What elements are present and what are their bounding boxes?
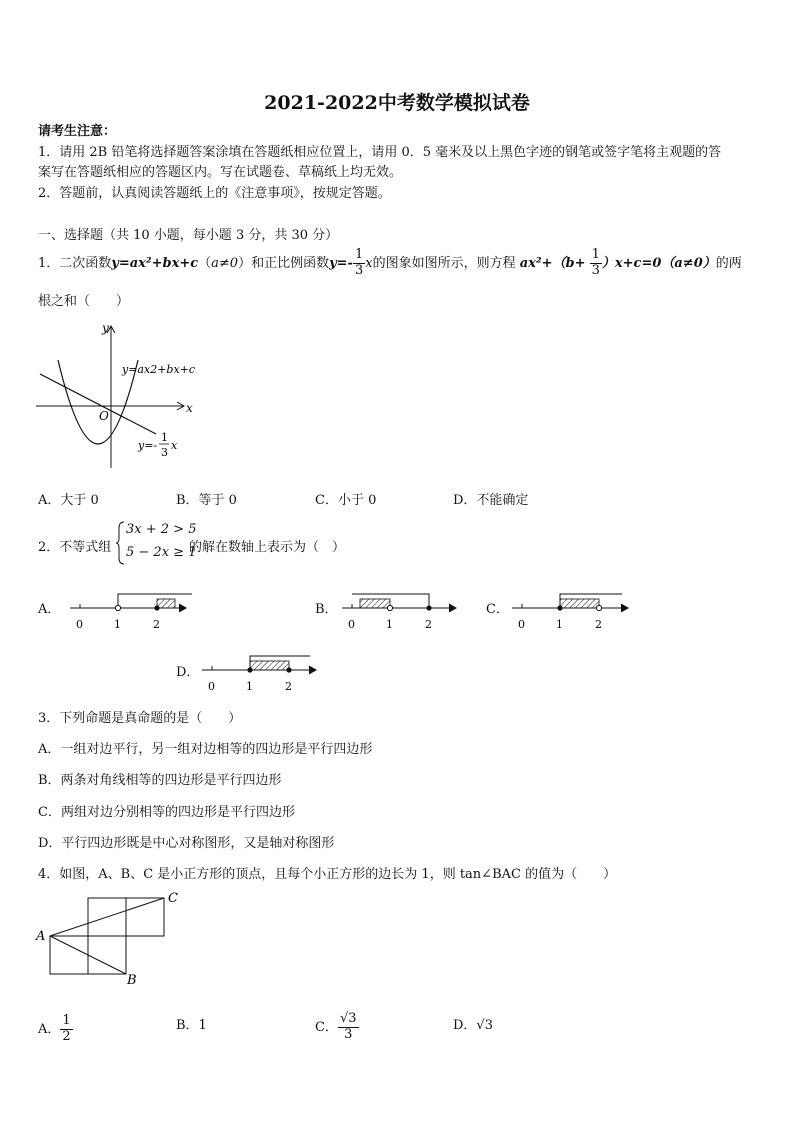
q4-grid-figure (32, 888, 192, 988)
tick-label: 1 (386, 618, 393, 631)
notice-item2: 2．答题前，认真阅读答题纸上的《注意事项》，按规定答题。 (38, 186, 391, 201)
q4-stem: 4．如图，A、B、C 是小正方形的顶点，且每个小正方形的边长为 1，则 tan∠BAC 的值为（ ） (38, 867, 617, 882)
q2-numberline-b[interactable] (338, 590, 468, 634)
q3-option-d[interactable]: D．平行四边形既是中心对称图形，又是轴对称图形 (38, 836, 335, 851)
frac-num: 1 (62, 1013, 71, 1028)
q4-option-c-fraction (338, 1012, 359, 1043)
q3-option-b[interactable]: B．两条对角线相等的四边形是平行四边形 (38, 773, 282, 788)
arrow-icon (621, 604, 628, 612)
line-label-num: 1 (161, 431, 168, 444)
q2-option-a-letter[interactable]: A． (38, 602, 61, 617)
tick-label: 0 (518, 618, 525, 631)
tick-label: 2 (153, 618, 160, 631)
q1-equation-rest: ）x+c=0（a≠0） (601, 255, 716, 271)
q1-cond: a≠0 (211, 255, 239, 271)
q4-option-c-letter: C． (315, 1019, 338, 1035)
q1-frac2-num: 1 (591, 247, 600, 262)
point-b-label: B (127, 973, 137, 988)
q1-text: （ (198, 255, 212, 271)
point-a-label: A (36, 929, 46, 944)
line-label-prefix: y=- (138, 439, 158, 452)
q2-numberline-c[interactable] (508, 590, 638, 634)
arrow-icon (449, 604, 456, 612)
tick-label: 1 (556, 618, 563, 631)
arrow-icon (179, 604, 186, 612)
q4-option-a[interactable] (38, 1014, 73, 1045)
open-dot (596, 605, 601, 610)
open-dot (115, 605, 120, 610)
point-c-label: C (168, 891, 178, 906)
brace-icon (115, 520, 125, 566)
line-label-den: 3 (161, 446, 168, 459)
q4-option-d[interactable]: D．√3 (453, 1018, 493, 1033)
q1-option-a[interactable]: A．大于 0 (38, 493, 99, 508)
q1-option-c[interactable]: C．小于 0 (315, 493, 377, 508)
origin-label: O (99, 409, 109, 423)
q1-text: 的两 (715, 255, 742, 271)
tick-label: 2 (285, 680, 292, 693)
closed-dot (286, 667, 291, 672)
parabola-label: y=ax2+bx+c (122, 363, 196, 376)
q2-numberline-d[interactable] (198, 652, 328, 696)
q1-line2: 根之和（ ） (38, 294, 130, 309)
tick-label: 1 (114, 618, 121, 631)
frac-den: 2 (62, 1028, 71, 1044)
open-dot (387, 605, 392, 610)
frac-den: 3 (344, 1026, 353, 1042)
q4-option-a-fraction (60, 1014, 72, 1045)
q1-linear-x: x (365, 255, 373, 271)
q3-option-c[interactable]: C．两组对边分别相等的四边形是平行四边形 (38, 805, 295, 820)
q1-graph (36, 318, 206, 470)
q1-fraction-2 (590, 248, 602, 279)
q1-frac-den: 3 (354, 262, 364, 278)
q1-text: 的图象如图所示，则方程 (372, 255, 516, 271)
q4-option-a-letter: A． (38, 1021, 61, 1037)
q2-option-c-letter[interactable]: C． (486, 602, 509, 617)
tick-label: 2 (425, 618, 432, 631)
q1-equation: ax²+（b+ (519, 255, 586, 271)
q4-option-b[interactable]: B．1 (176, 1018, 207, 1033)
paper-title: 2021-2022中考数学模拟试卷 (264, 92, 530, 114)
line-label-suffix: x (171, 439, 178, 452)
q4-option-c[interactable] (315, 1012, 359, 1043)
tick-label: 0 (348, 618, 355, 631)
x-axis-label: x (186, 401, 193, 415)
q1-stem (38, 248, 742, 279)
q3-stem: 3．下列命题是真命题的是（ ） (38, 711, 242, 726)
y-axis-label: y (102, 321, 109, 335)
q1-fraction (353, 248, 365, 279)
q2-option-d-letter[interactable]: D． (176, 665, 200, 680)
q1-frac2-den: 3 (591, 262, 600, 278)
closed-dot (154, 605, 159, 610)
q3-option-a[interactable]: A．一组对边平行，另一组对边相等的四边形是平行四边形 (38, 742, 373, 757)
q2-inequality-1: 3x + 2 > 5 (126, 522, 197, 537)
q1-option-b[interactable]: B．等于 0 (176, 493, 237, 508)
q1-linear: y=- (329, 255, 353, 271)
notice-item1-line1: 1．请用 2B 铅笔将选择题答案涂填在答题纸相应位置上，请用 0．5 毫米及以上黑色字迹的钢笔或签字笔将主观题的答 (38, 145, 722, 160)
arrow-icon (309, 666, 316, 674)
frac-num: √3 (339, 1011, 357, 1026)
proportional-line (40, 374, 156, 434)
segment-ac (50, 898, 164, 936)
tick-label: 2 (595, 618, 602, 631)
section-heading: 一、选择题（共 10 小题，每小题 3 分，共 30 分） (38, 228, 339, 243)
q1-text: 1．二次函数 (38, 255, 112, 271)
q1-func: y=ax²+bx+c (111, 255, 199, 271)
q2-option-b-letter[interactable]: B． (315, 602, 338, 617)
q1-frac-num: 1 (354, 247, 364, 262)
q2-inequality-2: 5 − 2x ≥ 1 (126, 545, 197, 560)
q2-prefix: 2．不等式组 (38, 540, 112, 555)
closed-dot (557, 605, 562, 610)
q2-numberline-a[interactable] (66, 590, 196, 634)
tick-label: 1 (246, 680, 253, 693)
notice-heading: 请考生注意： (38, 124, 117, 139)
q1-text: ）和正比例函数 (238, 255, 330, 271)
closed-dot (426, 605, 431, 610)
notice-item1-line2: 案写在答题纸相应的答题区内。写在试题卷、草稿纸上均无效。 (38, 165, 403, 180)
tick-label: 0 (76, 618, 83, 631)
q1-option-d[interactable]: D．不能确定 (453, 493, 529, 508)
tick-label: 0 (208, 680, 215, 693)
closed-dot (247, 667, 252, 672)
q2-suffix: 的解在数轴上表示为（ ） (189, 540, 346, 555)
